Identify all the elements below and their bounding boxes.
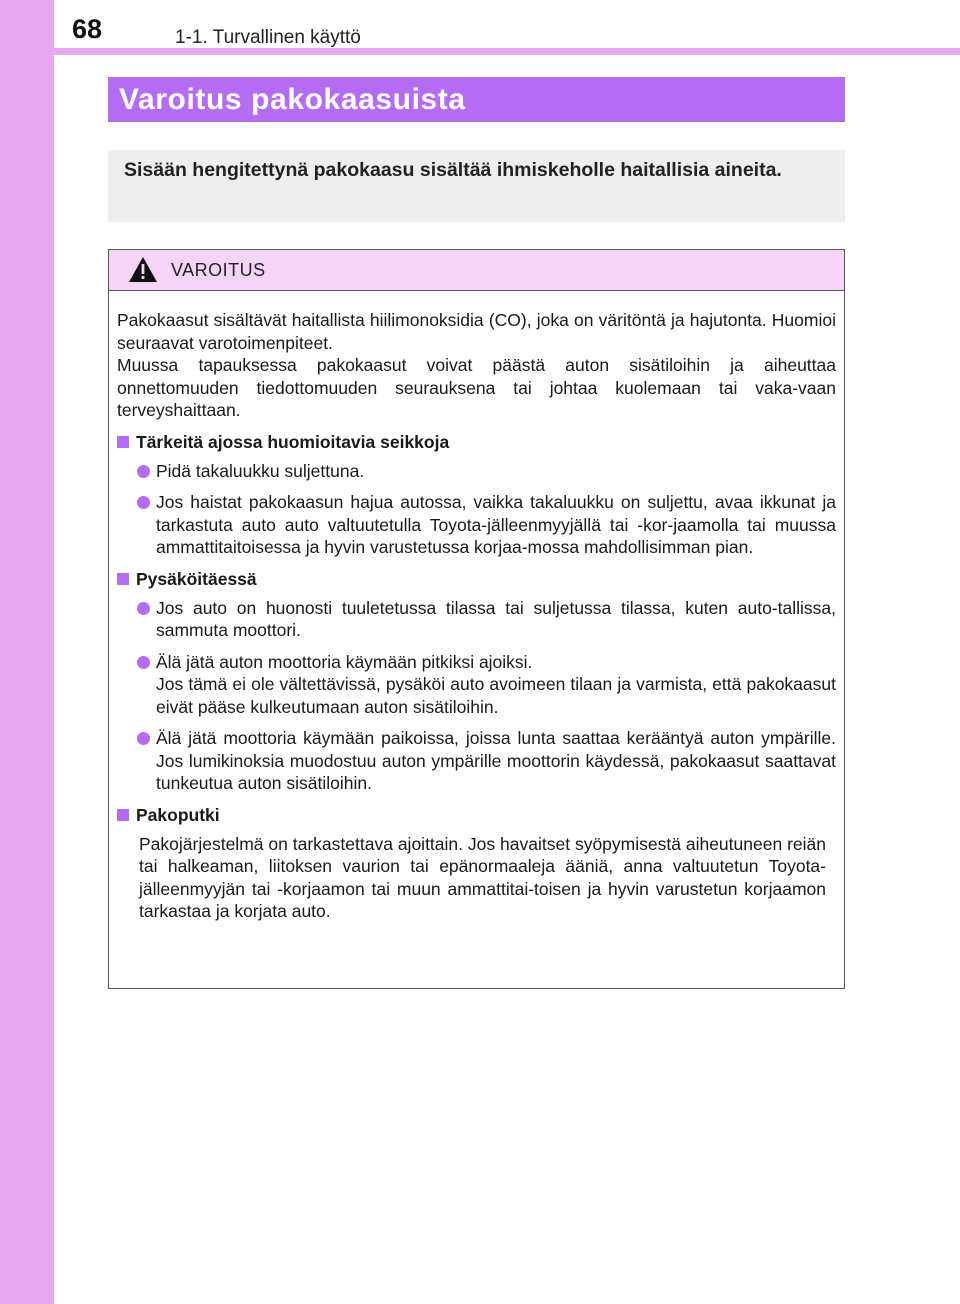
intro-paragraph: Pakokaasut sisältävät haitallista hiilimonoksidia (CO), joka on väritöntä ja hajutonta. Huomioi seuraavat varotoimenpiteet. [117, 310, 836, 353]
summary-text: Sisään hengitettynä pakokaasu sisältää ihmiskeholle haitallisia aineita. [124, 159, 782, 181]
round-bullet-icon [137, 602, 150, 615]
list-item [137, 727, 836, 795]
round-bullet-icon [137, 496, 150, 509]
round-bullet-icon [137, 732, 150, 745]
warning-box [108, 249, 845, 989]
warning-header [109, 250, 844, 291]
round-bullet-icon [137, 656, 150, 669]
warning-label: VAROITUS [171, 260, 266, 280]
list-item-text: Älä jätä moottoria käymään paikoissa, joissa lunta saattaa kerääntyä auton ympärille. Jos lumikinoksia muodostuu auton ympärille moottorin käydessä, pakokaasut saattavat tunkeutua auton sisätiloihin. [156, 728, 836, 793]
section-title: Varoitus pakokaasuista [108, 77, 845, 122]
subheading-parking [117, 568, 836, 590]
intro-paragraph: Muussa tapauksessa pakokaasut voivat päästä auton sisätiloihin ja aiheuttaa onnettomuuden tiedottomuuden seurauksena tai johtaa kuolemaan tai vaka-vaan terveyshaittaan. [117, 355, 836, 420]
subheading-driving [117, 431, 836, 453]
page-number: 68 [72, 14, 103, 44]
round-bullet-icon [137, 465, 150, 478]
subheading-text: Pysäköitäessä [136, 568, 257, 589]
list-item [137, 460, 836, 483]
warning-intro [117, 309, 836, 422]
warning-body [109, 291, 844, 923]
list-item [137, 651, 836, 719]
warning-triangle-icon [128, 256, 158, 283]
list-item-text: Jos haistat pakokaasun hajua autossa, vaikka takaluukku on suljettu, avaa ikkunat ja tarkastuta auto auto valtuutetulla Toyota-jälleenmyyjällä tai -kor-jaamolla tai muussa ammattitaitoisessa ja hyvin varustetussa korjaa-mossa mahdollisimman pian. [156, 492, 836, 557]
list-item [137, 597, 836, 642]
list-item-text: Pidä takaluukku suljettuna. [156, 460, 365, 481]
square-bullet-icon [117, 809, 129, 821]
list-item-text: Älä jätä auton moottoria käymään pitkiksi ajoiksi. Jos tämä ei ole vältettävissä, pysäköi auto avoimeen tilaan ja varmista, että pakokaasut eivät pääse kulkeutumaan auton sisätiloihin. [156, 651, 836, 717]
running-head: 1-1. Turvallinen käyttö [175, 27, 361, 48]
summary-box [108, 150, 845, 222]
list-item [137, 491, 836, 559]
subheading-exhaust-pipe [117, 804, 836, 826]
square-bullet-icon [117, 436, 129, 448]
exhaust-pipe-text: Pakojärjestelmä on tarkastettava ajoittain. Jos havaitset syöpymisestä aiheutuneen reiän tai halkeaman, liitoksen vaurion tai epänormaaleja ääniä, anna valtuutetun Toyota-jälleenmyyjän tai -korjaamon tai muun ammattitai-toisen ja hyvin varustetun korjaamon tarkastaa ja korjata auto. [139, 833, 826, 921]
subheading-text: Pakoputki [136, 804, 220, 825]
header-rule [54, 48, 960, 55]
square-bullet-icon [117, 573, 129, 585]
list-item-text: Jos auto on huonosti tuuletetussa tilassa tai suljetussa tilassa, kuten auto-tallissa, sammuta moottori. [156, 597, 836, 640]
subheading-text: Tärkeitä ajossa huomioitavia seikkoja [136, 431, 450, 452]
side-color-band [0, 0, 54, 1304]
